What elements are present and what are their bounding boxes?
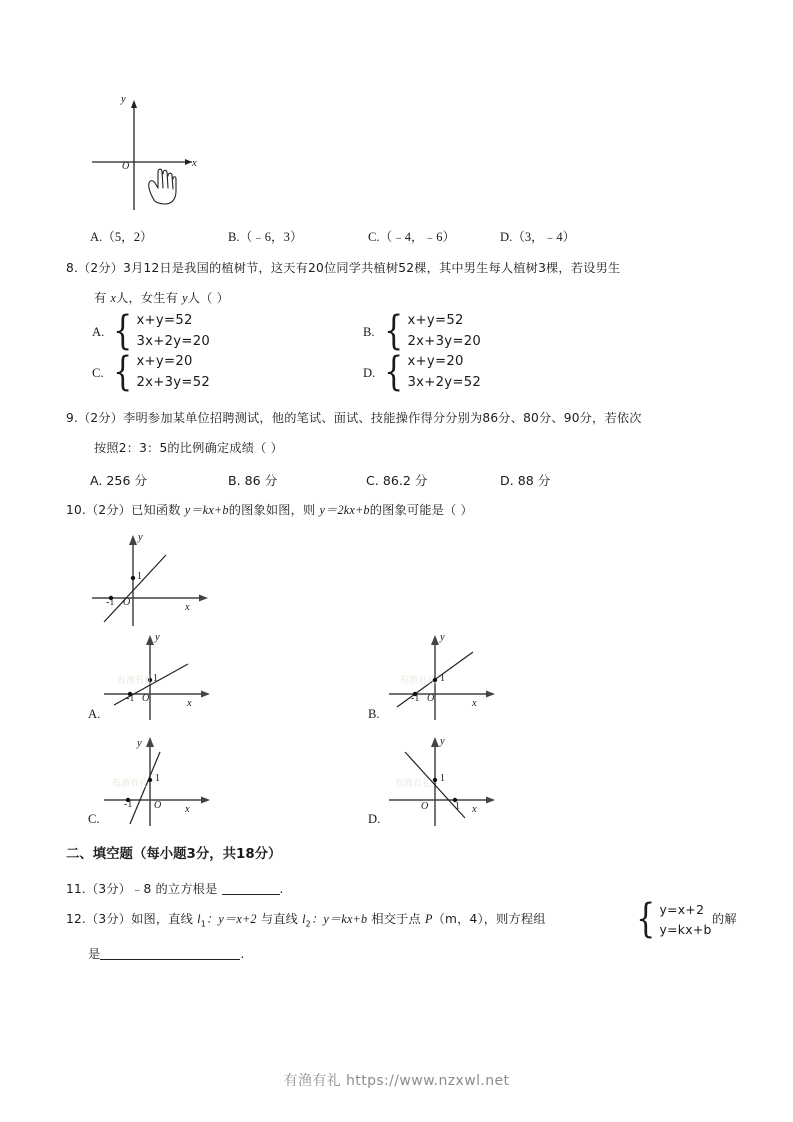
q9-option-a[interactable] [90,470,147,489]
q10-option-b-y-label: y [440,632,445,643]
q10-option-d-mark-y1: 1 [440,773,445,784]
q8-option-c-letter[interactable]: C. [92,366,104,380]
watermark-ghost: 有渔有礼 [117,676,154,686]
q11-answer-blank[interactable] [222,881,280,895]
q12-point-coords: （m，4）， [432,912,497,926]
q8-option-c-eq2: 2x+3y=52 [136,375,211,390]
q7-origin-label: O [122,161,130,172]
q10-option-c-mark-1: 1 [155,773,160,784]
q10-given-origin-label: O [123,597,131,608]
q10-option-c-x-label: x [185,804,190,815]
q8-stem-mid: 人，女生有 [116,291,179,305]
q7-option-a-letter: A. [90,230,103,244]
q10-option-b-letter[interactable]: B. [368,707,380,721]
q8-var-y: y [182,291,188,305]
q10-option-c-origin-label: O [154,800,162,811]
q9-stem-text: 李明参加某单位招聘测试，他的笔试、面试、技能操作得分分别为86分、80分、90分，若依次 [123,411,642,425]
q9-option-a-text: 256 分 [106,473,148,488]
q12-line-1-subscript: 1 [200,919,207,929]
left-brace-icon: { [113,307,133,354]
q9-option-b[interactable] [228,470,277,489]
q10-stem-mid: 的图象如图，则 [228,503,316,517]
q8-stem-line-1 [66,259,620,277]
q10-points: （2分） [85,503,132,517]
q9-stem-text-2: 按照2：3：5的比例确定成绩（ ） [94,441,283,455]
q10-option-b-figure[interactable] [385,632,520,722]
q8-points: （2分） [78,261,124,275]
q7-option-b[interactable] [228,226,303,245]
q10-given-mark-neg1: -1 [106,597,115,608]
q8-option-c-eq1: x+y=20 [136,354,193,369]
q10-option-a-x-label: x [187,698,192,709]
q8-stem-text: 3月12日是我国的植树节，这天有20位同学共植树52棵，其中男生每人植树3棵，若设男生 [123,261,621,275]
q10-option-b-mark-1: 1 [440,673,445,684]
q12-line-2-subscript: 2 [305,919,311,929]
q8-option-b-eq1: x+y=52 [407,313,464,328]
q10-option-a-origin-label: O [142,693,150,704]
q10-option-d-letter[interactable]: D. [368,812,381,826]
q10-option-d-figure[interactable] [385,734,520,829]
q7-x-axis-label: x [192,158,197,169]
q8-var-x: x [110,291,117,305]
q10-stem-pre: 已知函数 [131,503,181,517]
q12-line2-post: . [240,947,245,961]
q8-option-a-letter[interactable]: A. [92,325,105,339]
q7-option-c[interactable] [368,226,455,245]
q12-system-eq1: y=x+2 [659,902,705,917]
q12-line-2-symbol: l [302,912,306,926]
q7-option-a[interactable] [90,226,153,245]
q7-option-d-letter: D. [500,230,513,244]
q8-option-d-eq1: x+y=20 [407,354,464,369]
q8-option-b-system[interactable] [381,307,482,354]
q10-given-x-label: x [185,602,190,613]
q10-given-figure [88,530,223,628]
q7-option-b-text: （﹣6，3） [239,230,303,244]
q8-stem-post: 人（ ） [187,291,229,305]
left-brace-icon: { [113,348,133,395]
q10-option-a-letter[interactable]: A. [88,707,101,721]
q7-option-c-text: （﹣4，﹣6） [379,230,456,244]
q7-coordinate-figure [88,92,208,214]
q10-option-c-letter[interactable]: C. [88,812,100,826]
q12-after-system: 的解 [712,912,737,926]
q10-option-a-mark-neg1: -1 [126,693,135,704]
q10-option-a-mark-1: 1 [153,673,158,684]
q11-number: 11. [66,882,86,896]
q9-option-c-letter: C. [366,473,379,488]
watermark-ghost: 有渔有礼 [395,779,432,789]
q9-points: （2分） [78,411,124,425]
q12-stem-line-2 [88,945,244,963]
q8-option-a-eq2: 3x+2y=20 [136,334,211,349]
q12-answer-blank[interactable] [100,946,240,960]
q10-option-d-y-label: y [440,736,445,747]
q10-option-d-origin-label: O [421,801,429,812]
q8-option-a-system[interactable] [110,307,211,354]
q9-option-c-text: 86.2 分 [382,473,428,488]
q11-period: . [279,882,284,896]
q8-option-d-letter[interactable]: D. [363,366,376,380]
q12-points: （3分） [85,912,132,926]
q8-option-b-letter[interactable]: B. [363,325,375,339]
q9-stem-line-1 [66,409,642,427]
q7-option-d-text: （3，﹣4） [512,230,576,244]
watermark-ghost: 有渔有礼 [400,676,437,686]
q10-option-a-y-label: y [155,632,160,643]
q11-text: ﹣8 的立方根是 [131,882,218,896]
q12-number: 12. [66,912,86,926]
q7-option-b-letter: B. [228,230,240,244]
left-brace-icon: { [384,307,404,354]
q9-number: 9. [66,411,79,425]
q9-option-a-letter: A. [90,473,103,488]
q7-option-a-text: （5，2） [102,230,153,244]
q10-option-c-figure[interactable] [100,734,235,829]
q9-option-b-letter: B. [228,473,241,488]
section-2-heading: 二、填空题（每小题3分，共18分） [66,847,282,862]
q12-stem-line-1 [66,910,546,930]
q10-option-b-x-label: x [472,698,477,709]
q9-option-d-text: 88 分 [517,473,551,488]
q12-system-eq2: y=kx+b [659,922,712,937]
q12-text-pre: 如图，直线 [131,912,194,926]
footer-watermark: 有渔有礼 https://www.nzxwl.net [283,1073,510,1089]
q10-given-y-label: y [138,532,143,543]
q12-tail: 则方程组 [496,912,546,926]
q8-option-c-system[interactable] [110,348,211,395]
q9-option-d[interactable] [500,470,550,489]
q10-option-a-figure[interactable] [100,632,235,722]
q10-option-b-origin-label: O [427,693,435,704]
q10-option-d-x-label: x [472,804,477,815]
q8-option-b-eq2: 2x+3y=20 [407,334,482,349]
q7-option-d[interactable] [500,226,575,245]
left-brace-icon: { [636,896,656,943]
q9-stem-line-2 [94,439,283,457]
q11-points: （3分） [85,882,132,896]
q10-function-1: y＝kx+b [184,503,229,517]
q8-option-d-eq2: 3x+2y=52 [407,375,482,390]
left-brace-icon: { [384,348,404,395]
q8-stem-pre: 有 [94,291,107,305]
q10-number: 10. [66,503,86,517]
q8-option-a-eq1: x+y=52 [136,313,193,328]
watermark-ghost: 有渔有礼 [112,779,149,789]
q7-option-c-letter: C. [368,230,380,244]
q10-option-c-mark-neg1: -1 [124,799,133,810]
q12-line2-pre: 是 [88,947,101,961]
q8-number: 8. [66,261,79,275]
q12-line-1-equation: ：y＝x+2 [206,912,257,926]
q9-option-c[interactable] [366,470,427,489]
q12-equation-system [633,896,712,943]
q12-mid: 与直线 [260,912,298,926]
q10-given-mark-1: 1 [137,571,142,582]
q10-stem-post: 的图象可能是（ ） [369,503,473,517]
q9-option-b-text: 86 分 [244,473,278,488]
q10-stem [66,501,473,519]
q10-option-c-y-label: y [137,738,142,749]
q8-stem-line-2 [94,289,229,307]
q7-y-axis-label: y [121,94,126,105]
q10-option-b-mark-neg1: -1 [411,693,420,704]
q12-post: 相交于点 [371,912,421,926]
q9-option-d-letter: D. [500,473,514,488]
q12-point-p: P [425,912,433,926]
q10-option-d-mark-x1: 1 [455,801,460,812]
q10-function-2: y＝2kx+b [319,503,370,517]
q12-line-1-symbol: l [197,912,201,926]
q8-option-d-system[interactable] [381,348,482,395]
q12-line-2-equation: ：y＝kx+b [310,912,368,926]
q11-stem [66,880,284,898]
